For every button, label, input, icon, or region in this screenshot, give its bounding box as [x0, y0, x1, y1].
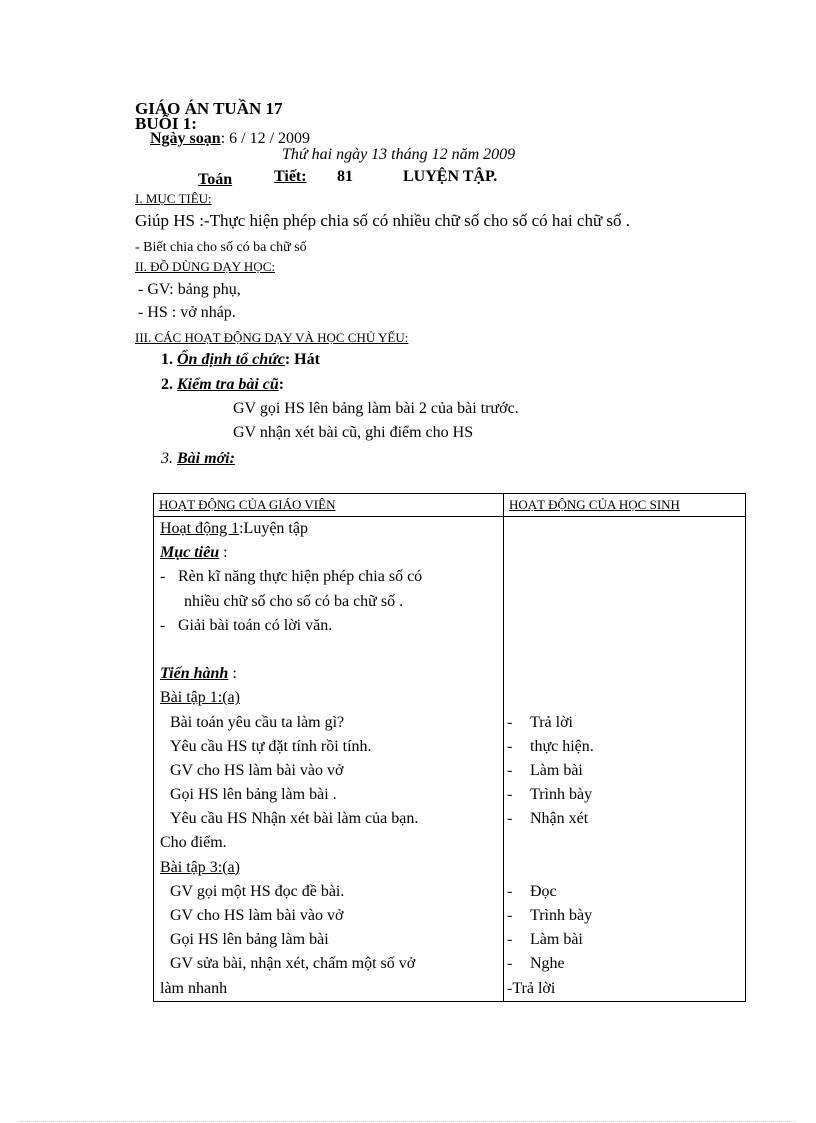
- lesson-label: Tiết:: [274, 168, 307, 185]
- student-activities-cell: [504, 517, 746, 1002]
- student-response: - Nghe: [507, 955, 565, 973]
- student-response: - Làm bài: [507, 931, 583, 949]
- document-title: GIÁO ÁN TUẦN 17: [135, 99, 283, 118]
- exercise-3-step: Gọi HS lên bảng làm bài: [170, 931, 329, 949]
- student-response: - thực hiện.: [507, 737, 594, 755]
- student-response: - Nhận xét: [507, 810, 589, 828]
- exercise-3-step: GV cho HS làm bài vào vở: [170, 907, 344, 924]
- step-2: 2. Kiểm tra bài cũ:: [161, 376, 285, 393]
- step-2-label: Kiểm tra bài cũ: [177, 376, 279, 393]
- step-1: 1. Ổn định tổ chức: Hát: [161, 351, 320, 368]
- exercise-3-step: GV sửa bài, nhận xét, chấm một số vở: [170, 955, 416, 973]
- exercise-1-step: GV cho HS làm bài vào vở: [170, 761, 344, 779]
- spacer: [154, 638, 503, 662]
- objectives-line2: - Biết chia cho số có ba chữ số: [135, 240, 307, 255]
- objectives-heading: I. MỤC TIÊU:: [135, 191, 212, 206]
- exercise-3-end: làm nhanh: [160, 979, 228, 997]
- procedure-heading: Tiến hành :: [160, 665, 237, 683]
- table-body-row: [154, 517, 746, 1002]
- list-item-continued: nhiều chữ số cho số có ba chữ số .: [184, 592, 404, 610]
- date-value: : 6 / 12 / 2009: [220, 130, 311, 147]
- teacher-activities-cell: [154, 517, 504, 1002]
- exercise-1-step: Yêu cầu HS Nhận xét bài làm của bạn.: [170, 810, 419, 828]
- table-header-row: [154, 494, 746, 517]
- exercise-1-step: Yêu cầu HS tự đặt tính rồi tính.: [170, 737, 372, 755]
- subject-label: Toán: [198, 171, 233, 188]
- objectives-line1: Giúp HS :-Thực hiện phép chia số có nhiều chữ số cho số có hai chữ số .: [135, 211, 631, 230]
- teaching-day: Thứ hai ngày 13 tháng 12 năm 2009: [282, 146, 516, 163]
- exercise-1-step: Bài toán yêu cầu ta làm gì?: [170, 713, 345, 731]
- student-response: - Trình bày: [507, 786, 593, 804]
- student-response: -Trả lời: [507, 979, 556, 997]
- exercise-1-end: Cho điểm.: [160, 834, 227, 852]
- exercise-3-heading: Bài tập 3:(a): [160, 858, 240, 876]
- activity-1-heading: Hoạt động 1:Luyện tập: [160, 520, 308, 537]
- lesson-title: LUYỆN TẬP.: [403, 168, 498, 185]
- step-2-line2: GV nhận xét bài cũ, ghi điểm cho HS: [233, 424, 474, 441]
- materials-heading: II. ĐỒ DÙNG DẠY HỌC:: [135, 259, 275, 274]
- step-2-line1: GV gọi HS lên bảng làm bài 2 của bài trước.: [233, 400, 519, 417]
- lesson-table: [153, 493, 746, 1002]
- list-item: - Rèn kĩ năng thực hiện phép chia số có: [160, 568, 423, 586]
- step-3-label: Bài mới:: [177, 450, 235, 467]
- lesson-number: 81: [337, 168, 353, 185]
- page-bottom-divider: [20, 1121, 796, 1122]
- student-response: - Trả lời: [507, 713, 573, 731]
- student-response: - Trình bày: [507, 907, 593, 924]
- step-1-label: Ổn định tổ chức: [177, 351, 285, 368]
- date-label: Ngày soạn: [150, 130, 221, 147]
- goal-heading: Mục tiêu :: [160, 544, 228, 562]
- student-response: - Làm bài: [507, 761, 583, 779]
- exercise-1-heading: Bài tập 1:(a): [160, 689, 240, 707]
- step-3: 3. Bài mới:: [161, 450, 235, 467]
- teacher-column-header: HOẠT ĐỘNG CỦA GIÁO VIÊN: [154, 494, 504, 517]
- student-column-header: HOẠT ĐỘNG CỦA HỌC SINH: [504, 494, 746, 517]
- materials-item-teacher: - GV: bảng phụ,: [138, 281, 241, 298]
- student-response: - Đọc: [507, 882, 557, 900]
- session-label: BUỔI 1:: [135, 114, 197, 133]
- exercise-1-step: Gọi HS lên bảng làm bài .: [170, 786, 337, 804]
- exercise-3-step: GV gọi một HS đọc đề bài.: [170, 882, 345, 900]
- materials-item-student: - HS : vở nháp.: [138, 304, 236, 321]
- list-item: - Giải bài toán có lời văn.: [160, 616, 333, 634]
- activities-heading: III. CÁC HOẠT ĐỘNG DẠY VÀ HỌC CHỦ YẾU:: [135, 330, 409, 345]
